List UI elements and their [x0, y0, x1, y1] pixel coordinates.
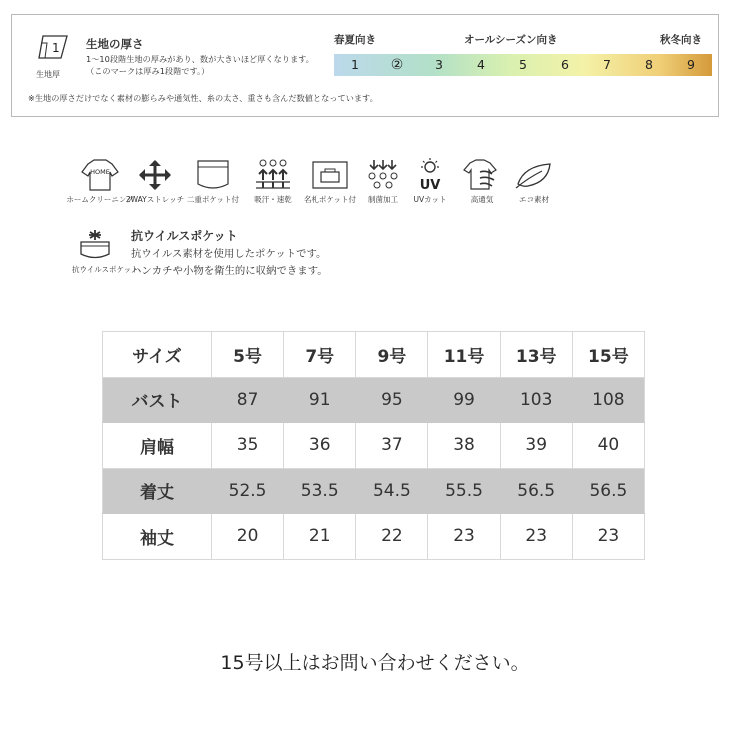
table-cell: 39 — [500, 423, 572, 469]
table-cell: 35 — [212, 423, 284, 469]
feature-double-pocket — [186, 158, 240, 204]
table-cell: 36 — [284, 423, 356, 469]
scale-level: 3 — [435, 57, 443, 72]
antivirus-pocket-icon — [77, 228, 113, 260]
eco-leaf-icon — [514, 158, 554, 192]
description-line: ハンカチや小物を衛生的に収納できます。 — [131, 265, 328, 277]
header-cell: 13号 — [500, 332, 572, 378]
fabric-thickness-panel — [11, 14, 719, 117]
feature-label: 高通気 — [470, 195, 494, 204]
table-cell: 37 — [356, 423, 428, 469]
table-cell: 95 — [356, 377, 428, 423]
table-cell: 108 — [572, 377, 644, 423]
feature-label: 吸汗・速乾 — [254, 195, 292, 204]
home-cleaning-icon — [80, 158, 120, 192]
table-cell: 52.5 — [212, 468, 284, 514]
table-cell: 56.5 — [572, 468, 644, 514]
table-cell: 23 — [500, 514, 572, 560]
svg-text:UV: UV — [419, 178, 441, 192]
header-cell: 7号 — [284, 332, 356, 378]
fabric-thickness-footnote: ※生地の厚さだけでなく素材の膨らみや通気性、糸の太さ、重さも含んだ数値となっています。 — [28, 93, 378, 103]
svg-text:1: 1 — [52, 41, 60, 55]
antivirus-description — [131, 246, 328, 280]
scale-level: 4 — [477, 57, 485, 72]
fabric-thickness-description — [86, 53, 314, 77]
feature-nametag-pocket — [303, 158, 357, 204]
table-row-length — [103, 468, 645, 514]
scale-level: 1 — [351, 57, 359, 72]
description-line: （このマークは厚み1段階です。） — [86, 66, 210, 76]
feature-ventilation — [460, 158, 504, 204]
feature-sweat-absorb — [251, 158, 295, 204]
svg-text:HOME: HOME — [90, 168, 110, 176]
table-cell: 23 — [572, 514, 644, 560]
scale-level: 7 — [603, 57, 611, 72]
thickness-scale-bar — [334, 54, 712, 76]
table-cell: 23 — [428, 514, 500, 560]
table-row-sleeve — [103, 514, 645, 560]
size-table-header-row — [103, 332, 645, 378]
header-cell: 15号 — [572, 332, 644, 378]
row-label: 袖丈 — [103, 514, 212, 560]
scale-level: 8 — [645, 57, 653, 72]
sweat-absorb-icon — [253, 158, 293, 192]
feature-home-cleaning — [66, 158, 134, 204]
antivirus-title: 抗ウイルスポケット — [131, 229, 238, 243]
header-cell: 5号 — [212, 332, 284, 378]
scale-level-selected: ② — [390, 57, 404, 73]
feature-label: 2WAYストレッチ — [125, 195, 185, 204]
feature-label: UVカット — [413, 195, 447, 204]
table-cell: 103 — [500, 377, 572, 423]
stretch-arrows-icon — [135, 158, 175, 192]
size-table — [102, 331, 645, 560]
scale-level: 9 — [687, 57, 695, 72]
feature-label: 二重ポケット付 — [186, 195, 240, 204]
double-pocket-icon — [193, 158, 233, 192]
header-cell: 11号 — [428, 332, 500, 378]
row-label: 着丈 — [103, 468, 212, 514]
uv-cut-icon — [410, 158, 450, 192]
table-cell: 40 — [572, 423, 644, 469]
antibacterial-icon — [363, 158, 403, 192]
scale-level: 5 — [519, 57, 527, 72]
table-cell: 20 — [212, 514, 284, 560]
description-line: 1～10段階生地の厚みがあり、数が大きいほど厚くなります。 — [86, 54, 314, 64]
fabric-thickness-icon — [37, 33, 71, 61]
table-cell: 99 — [428, 377, 500, 423]
inquiry-note: 15号以上はお問い合わせください。 — [220, 652, 530, 674]
table-cell: 55.5 — [428, 468, 500, 514]
feature-2way-stretch — [125, 158, 185, 204]
fabric-thickness-icon-label: 生地厚 — [36, 70, 60, 79]
table-cell: 22 — [356, 514, 428, 560]
ventilation-icon — [462, 158, 502, 192]
feature-label: ホームクリーニング — [66, 195, 134, 204]
table-cell: 53.5 — [284, 468, 356, 514]
season-all-season: オールシーズン向き — [464, 34, 558, 46]
season-spring-summer: 春夏向き — [334, 34, 376, 46]
header-cell: 9号 — [356, 332, 428, 378]
table-cell: 91 — [284, 377, 356, 423]
fabric-thickness-title: 生地の厚さ — [86, 37, 144, 51]
scale-level: 6 — [561, 57, 569, 72]
nametag-pocket-icon — [310, 158, 350, 192]
table-cell: 56.5 — [500, 468, 572, 514]
feature-label: エコ素材 — [519, 195, 549, 204]
season-autumn-winter: 秋冬向き — [660, 34, 702, 46]
table-row-shoulder — [103, 423, 645, 469]
table-cell: 21 — [284, 514, 356, 560]
feature-label: 名札ポケット付 — [303, 195, 357, 204]
row-label: バスト — [103, 377, 212, 423]
feature-label: 制菌加工 — [368, 195, 398, 204]
description-line: 抗ウイルス素材を使用したポケットです。 — [131, 248, 327, 260]
header-cell: サイズ — [103, 332, 212, 378]
table-cell: 38 — [428, 423, 500, 469]
row-label: 肩幅 — [103, 423, 212, 469]
feature-antibacterial — [361, 158, 405, 204]
feature-uv-cut — [408, 158, 452, 204]
antivirus-icon-label: 抗ウイルスポケット — [72, 265, 139, 274]
table-cell: 87 — [212, 377, 284, 423]
table-row-bust — [103, 377, 645, 423]
table-cell: 54.5 — [356, 468, 428, 514]
feature-eco-material — [512, 158, 556, 204]
